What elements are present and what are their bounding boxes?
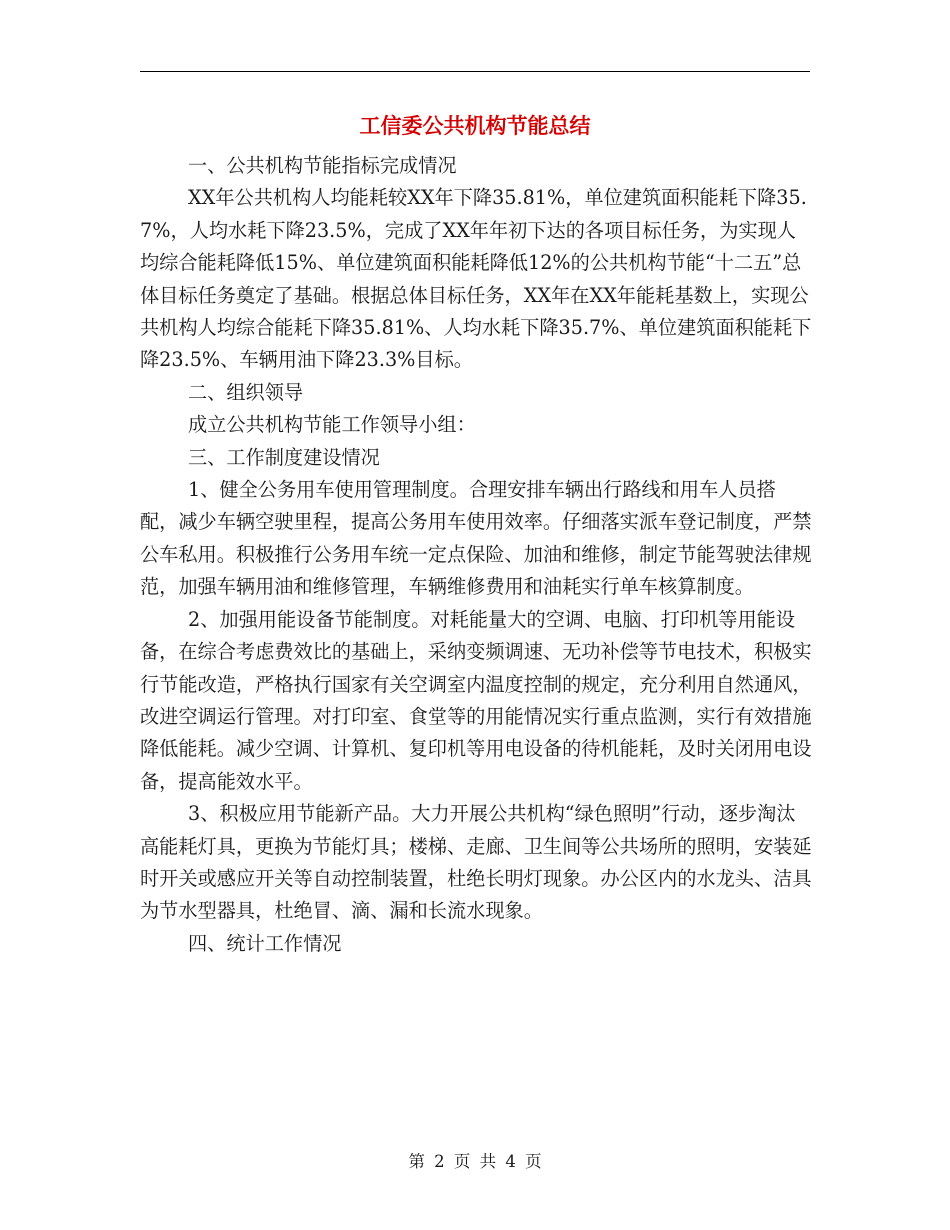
paragraph-targets: XX年公共机构人均能耗较XX年下降35.81%，单位建筑面积能耗下降35.7%，人均水耗下降23.5%，完成了XX年年初下达的各项目标任务，为实现人均综合能耗降低15%、单位建筑面积能耗降低12%的公共机构节能“十二五”总体目标任务奠定了基础。根据总体目标任务，XX年在XX年能耗基数上，实现公共机构人均综合能耗下降35.81%、人均水耗下降35.7%、单位建筑面积能耗下降23.5%、车辆用油下降23.3%目标。 [140,186,812,372]
paragraph-equipment-policy: 2、加强用能设备节能制度。对耗能量大的空调、电脑、打印机等用能设备，在综合考虑费效比的基础上，采纳变频调速、无功补偿等节电技术，积极实行节能改造，严格执行国家有关空调室内温度控制的规定，充分利用自然通风，改进空调运行管理。对打印室、食堂等的用能情况实行重点监测，实行有效措施降低能耗。减少空调、计算机、复印机等用电设备的待机能耗，及时关闭用电设备，提高能效水平。 [140,607,812,793]
section-heading-2: 二、组织领导 [188,380,304,404]
page-number: 第 2 页 共 4 页 [408,1152,542,1171]
paragraph-vehicle-policy: 1、健全公务用车使用管理制度。合理安排车辆出行路线和用车人员搭配，减少车辆空驶里程，提高公务用车使用效率。仔细落实派车登记制度，严禁公车私用。积极推行公务用车统一定点保险、加油和维修，制定节能驾驶法律规范，加强车辆用油和维修管理，车辆维修费用和油耗实行单车核算制度。 [140,478,812,599]
document-body [140,150,812,960]
paragraph-new-products: 3、积极应用节能新产品。大力开展公共机构“绿色照明”行动，逐步淘汰高能耗灯具，更换为节能灯具；楼梯、走廊、卫生间等公共场所的照明，安装延时开关或感应开关等自动控制装置，杜绝长明灯现象。办公区内的水龙头、洁具为节水型器具，杜绝冒、滴、漏和长流水现象。 [140,802,812,923]
section-heading-4: 四、统计工作情况 [188,931,342,955]
paragraph-leadership: 成立公共机构节能工作领导小组： [188,413,476,437]
document-title: 工信委公共机构节能总结 [359,114,591,138]
header-rule [140,71,810,72]
section-heading-1: 一、公共机构节能指标完成情况 [188,154,457,177]
section-heading-3: 三、工作制度建设情况 [188,445,380,469]
